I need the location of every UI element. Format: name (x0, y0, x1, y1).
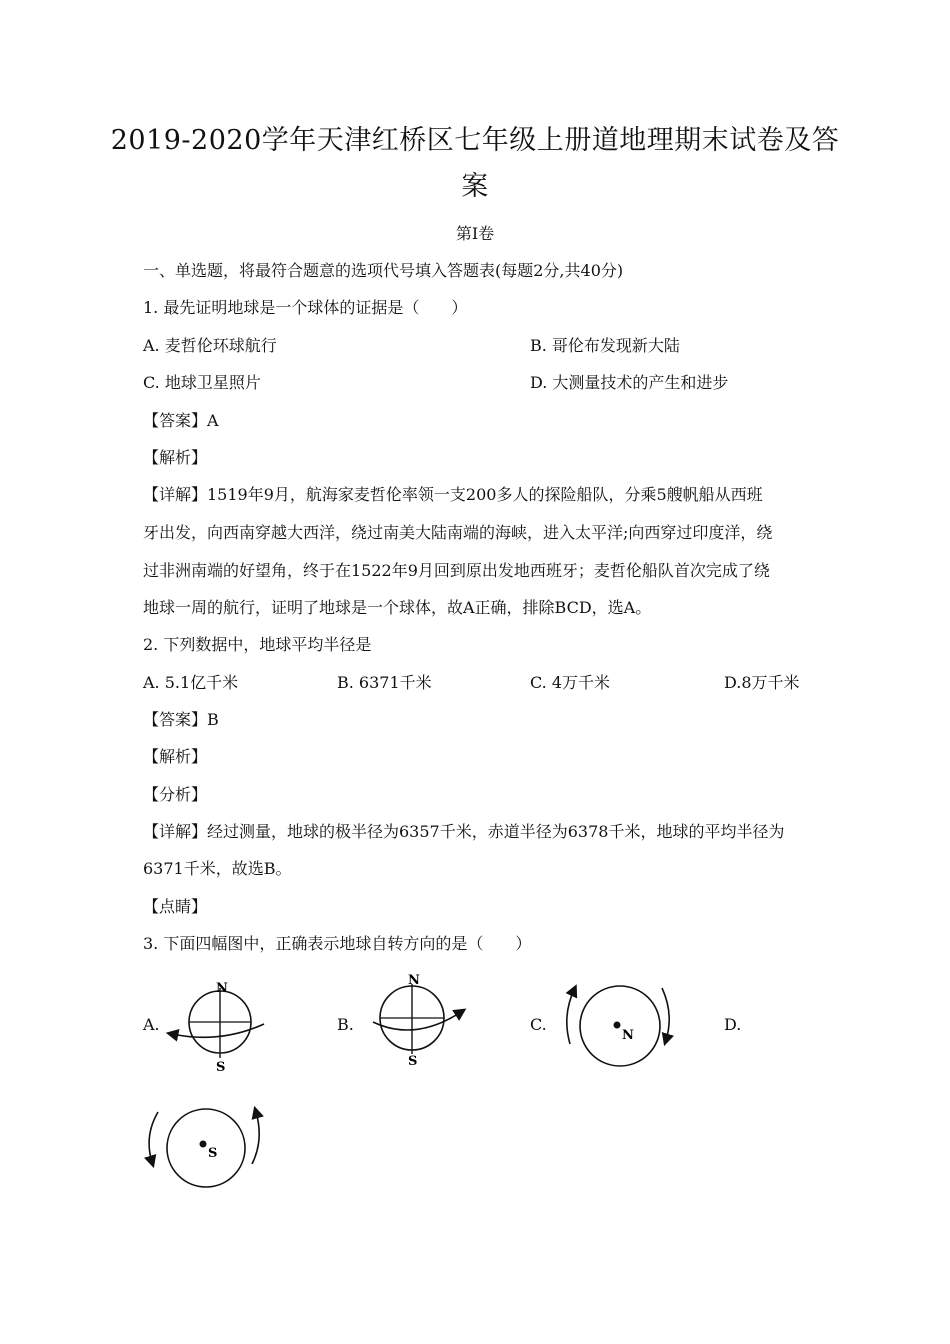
q2-option-c: C. 4万千米 (530, 673, 611, 692)
q2-detail-line: 6371千米，故选B。 (143, 859, 292, 878)
q1-detail-line: 过非洲南端的好望角，终于在1522年9月回到原出发地西班牙；麦哲伦船队首次完成了绕 (143, 561, 770, 580)
rotation-arrow-icon (662, 988, 669, 1040)
q2-fenxi-label: 【分析】 (143, 785, 208, 804)
q3-stem: 3. 下面四幅图中，正确表示地球自转方向的是（ ） (143, 934, 532, 953)
north-pole-label: N (216, 981, 228, 996)
rotation-arrow-icon (373, 1012, 461, 1030)
q3-option-a-label: A. (143, 1015, 160, 1034)
figure-c-north-pole-view (560, 978, 680, 1073)
q1-option-a: A. 麦哲伦环球航行 (143, 336, 277, 355)
q1-analysis-label: 【解析】 (143, 448, 208, 467)
doc-title-line2: 案 (461, 171, 489, 202)
north-pole-label: N (408, 973, 420, 988)
globe-outline (167, 1109, 245, 1187)
q1-detail-line: 【详解】1519年9月，航海家麦哲伦率领一支200多人的探险船队，分乘5艘帆船从西班 (143, 485, 763, 504)
q2-option-d: D.8万千米 (724, 673, 800, 692)
q2-stem: 2. 下列数据中，地球平均半径是 (143, 635, 372, 654)
q3-option-d-label: D. (724, 1015, 742, 1034)
south-pole-label: S (208, 1146, 218, 1161)
q3-option-c-label: C. (530, 1015, 547, 1034)
rotation-arrow-icon (567, 990, 574, 1044)
section-heading: 一、单选题，将最符合题意的选项代号填入答题表(每题2分,共40分) (143, 261, 624, 280)
rotation-arrow-icon (252, 1112, 259, 1164)
q2-option-a: A. 5.1亿千米 (143, 673, 239, 692)
north-pole-label: N (622, 1028, 634, 1043)
q1-stem: 1. 最先证明地球是一个球体的证据是（ ） (143, 298, 468, 317)
volume-heading: 第Ⅰ卷 (455, 224, 495, 243)
pole-dot (614, 1022, 621, 1029)
q2-dianjing-label: 【点睛】 (143, 897, 208, 916)
q2-option-b: B. 6371千米 (337, 673, 432, 692)
q1-option-d: D. 大测量技术的产生和进步 (530, 373, 729, 392)
q1-option-b: B. 哥伦布发现新大陆 (530, 336, 680, 355)
q3-option-b-label: B. (337, 1015, 354, 1034)
pole-dot (200, 1141, 207, 1148)
figure-a-globe-side (160, 978, 270, 1073)
q2-analysis-label: 【解析】 (143, 747, 208, 766)
rotation-arrow-icon (149, 1112, 158, 1162)
q1-detail-line: 牙出发，向西南穿越大西洋，绕过南美大陆南端的海峡，进入太平洋;向西穿过印度洋，绕 (143, 523, 773, 542)
south-pole-label: S (216, 1060, 226, 1073)
q1-answer: 【答案】A (143, 411, 219, 430)
figure-b-globe-side (365, 972, 475, 1067)
q1-option-c: C. 地球卫星照片 (143, 373, 261, 392)
figure-d-south-pole-view (140, 1102, 265, 1197)
doc-title-line1: 2019-2020学年天津红桥区七年级上册道地理期末试卷及答 (110, 125, 840, 156)
q1-detail-line: 地球一周的航行，证明了地球是一个球体，故A正确，排除BCD，选A。 (143, 598, 652, 617)
q2-answer: 【答案】B (143, 710, 219, 729)
south-pole-label: S (408, 1054, 418, 1067)
q2-detail-line: 【详解】经过测量，地球的极半径为6357千米，赤道半径为6378千米，地球的平均半径为 (143, 822, 785, 841)
